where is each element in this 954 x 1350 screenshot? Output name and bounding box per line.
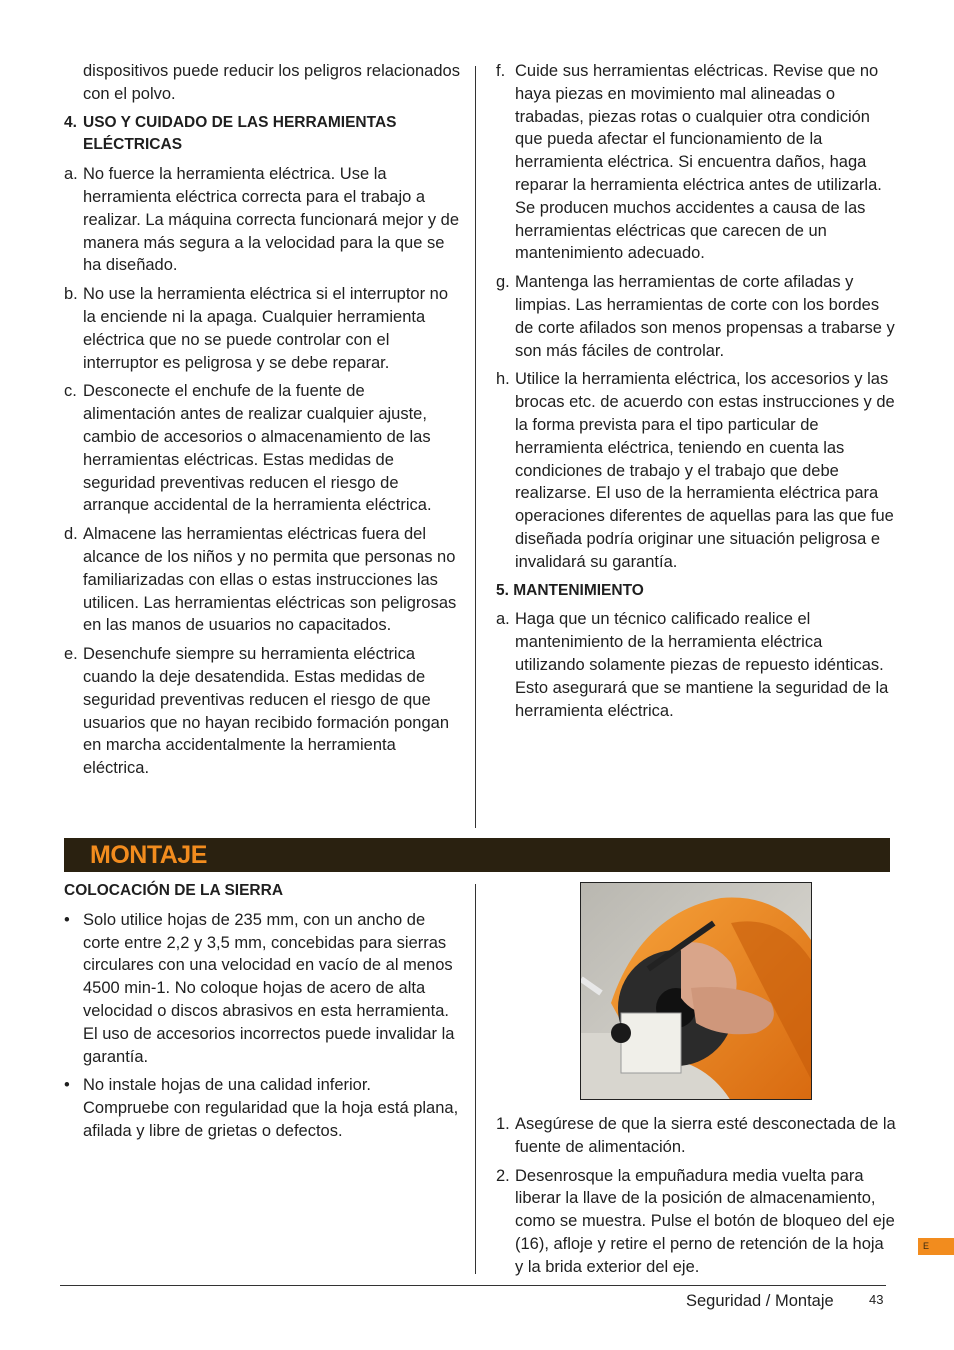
- list-item-e: [64, 643, 460, 780]
- list-item-a: [64, 163, 460, 277]
- item-marker: a.: [496, 610, 510, 629]
- page-number: 43: [869, 1292, 884, 1307]
- bullet-item: [64, 909, 460, 1069]
- list-item-f: [496, 60, 896, 265]
- item-marker: g.: [496, 273, 510, 292]
- item-text: Desconecte el enchufe de la fuente de alimentación antes de realizar cualquier ajuste, cambio de accesorios o almacenamiento de las herramientas eléctricas. Estas medidas de seguridad preventivas reducen el riesgo de arranque accidental de la herramienta eléctrica.: [83, 382, 432, 515]
- item-marker: a.: [64, 165, 78, 184]
- language-tab: E: [918, 1238, 954, 1255]
- step-text: Desenrosque la empuñadura media vuelta para liberar la llave de la posición de almacenamiento, como se muestra. Pulse el botón de bloqueo del eje (16), afloje y retire el perno de retención de la hoja y la brida exterior del eje.: [515, 1166, 895, 1276]
- bullet-marker: •: [64, 910, 70, 929]
- montaje-title: MONTAJE: [90, 841, 207, 869]
- list-item-g: [496, 271, 896, 362]
- step-item: [496, 1113, 896, 1159]
- section-5-heading: 5. MANTENIMIENTO: [496, 581, 644, 599]
- list-item-d: [64, 523, 460, 637]
- footer-rule: [60, 1285, 886, 1286]
- subheading-colocacion: COLOCACIÓN DE LA SIERRA: [64, 882, 284, 899]
- montaje-right-column: [496, 1113, 896, 1285]
- item-text: Haga que un técnico calificado realice el mantenimiento de la herramienta eléctrica utilizando solamente piezas de repuesto idénticas. Esto asegurará que se mantiene la seguridad de la herramienta eléctrica.: [515, 610, 889, 720]
- item-text: Utilice la herramienta eléctrica, los accesorios y las brocas etc. de acuerdo con estas instrucciones y de la forma prevista para el tipo particular de herramienta eléctrica, teniendo en cuenta las condiciones de trabajo y el trabajo que debe realizarse. El uso de la herramienta eléctrica para operaciones diferentes de aquellas para las que fue diseñada podría originar une situación peligrosa e invalidará su garantía.: [515, 370, 895, 571]
- list-item-h: [496, 368, 896, 573]
- list-item-b: [64, 283, 460, 374]
- left-column: [64, 60, 460, 786]
- column-divider-top: [475, 66, 476, 828]
- saw-blade-photo: [580, 882, 812, 1100]
- item-marker: c.: [64, 382, 77, 401]
- right-column: [496, 60, 896, 728]
- step-item: [496, 1165, 896, 1279]
- step-text: Asegúrese de que la sierra esté desconectada de la fuente de alimentación.: [515, 1115, 896, 1156]
- montaje-left-column: [64, 880, 460, 1149]
- item-marker: b.: [64, 285, 78, 304]
- section-4-heading: [64, 112, 460, 158]
- bullet-text: Solo utilice hojas de 235 mm, con un ancho de corte entre 2,2 y 3,5 mm, concebidas para sierras circulares con una velocidad en vacío de al menos 4500 min-1. No coloque hojas de acero de alta velocidad o discos abrasivos en esta herramienta. El uso de accesorios incorrectos puede invalidar la garantía.: [83, 910, 455, 1066]
- item-marker: f.: [496, 62, 506, 80]
- item-text: Desenchufe siempre su herramienta eléctrica cuando la deje desatendida. Estas medidas de seguridad preventivas reducen el riesgo de que usuarios que no hayan recibido formación pongan en marcha accidentalmente la herramienta eléctrica.: [83, 645, 449, 778]
- section-4-number: 4.: [64, 113, 77, 131]
- intro-text: dispositivos puede reducir los peligros relacionados con el polvo.: [83, 62, 460, 103]
- footer-section-label: Seguridad / Montaje: [686, 1292, 834, 1310]
- bullet-text: No instale hojas de una calidad inferior. Compruebe con regularidad que la hoja está plana, afilada y libre de grietas o defectos.: [83, 1076, 459, 1140]
- item-text: No fuerce la herramienta eléctrica. Use la herramienta eléctrica correcta para el trabajo a realizar. La máquina correcta funcionará mejor y de manera más segura a la velocidad para la que se ha diseñado.: [83, 165, 460, 275]
- step-marker: 2.: [496, 1166, 510, 1185]
- section-bar-montaje: [64, 838, 890, 872]
- item-marker: d.: [64, 525, 78, 544]
- item-text: Cuide sus herramientas eléctricas. Revise que no haya piezas en movimiento mal alineadas o trabadas, piezas rotas o cualquier otra condición que pueda afectar el funcionamiento de la herramienta eléctrica. Si encuentra daños, haga reparar la herramienta eléctrica antes de utilizarla. Se producen muchos accidentes a causa de las herramientas eléctricas que carecen de un mantenimiento adecuado.: [515, 62, 882, 263]
- list-item-c: [64, 380, 460, 517]
- bullet-marker: •: [64, 1076, 70, 1095]
- list-item-maint-a: [496, 608, 896, 722]
- item-marker: e.: [64, 645, 78, 664]
- step-marker: 1.: [496, 1115, 510, 1133]
- item-text: Mantenga las herramientas de corte afiladas y limpias. Las herramientas de corte con los bordes de corte afilados son menos propensas a trabarse y son más fáciles de controlar.: [515, 273, 895, 360]
- saw-photo-illustration: [581, 883, 812, 1100]
- section-4-title: USO Y CUIDADO DE LAS HERRAMIENTAS ELÉCTRICAS: [83, 113, 397, 154]
- column-divider-bottom: [475, 884, 476, 1274]
- bullet-item: [64, 1074, 460, 1142]
- item-marker: h.: [496, 370, 510, 389]
- item-text: Almacene las herramientas eléctricas fuera del alcance de los niños y no permita que personas no familiarizadas con ellas o estas instrucciones las utilicen. Las herramientas eléctricas son peligrosas en las manos de usuarios no capacitados.: [83, 525, 457, 635]
- item-text: No use la herramienta eléctrica si el interruptor no la enciende ni la apaga. Cualquier herramienta eléctrica que no se puede controlar con el interruptor es peligrosa y se debe reparar.: [83, 285, 449, 372]
